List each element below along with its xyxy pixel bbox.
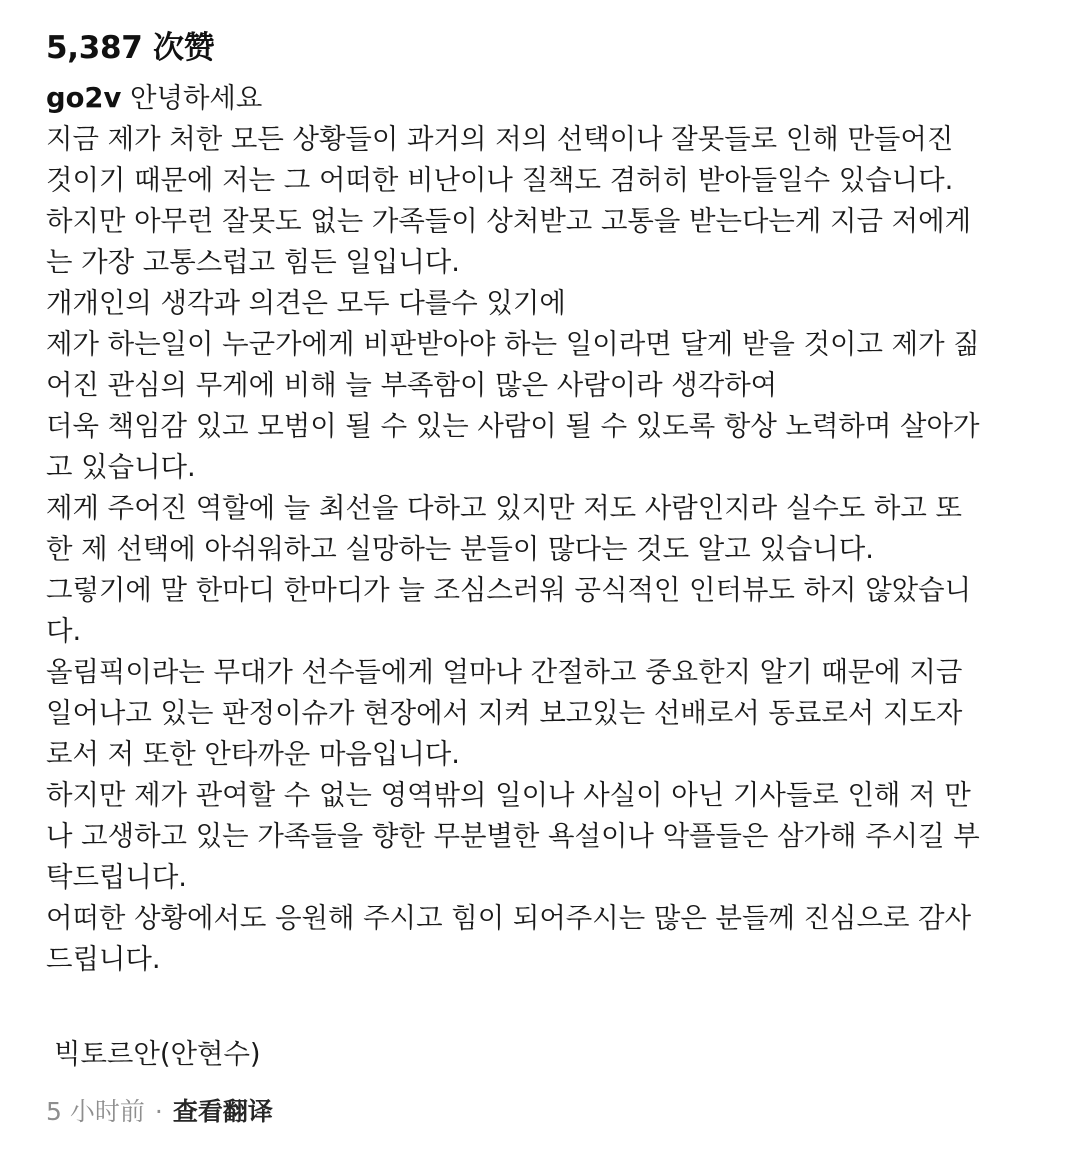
caption-line: 더욱 책임감 있고 모범이 될 수 있는 사람이 될 수 있도록 항상 노력하며 살아가	[46, 411, 980, 442]
caption-line: 하지만 아무런 잘못도 없는 가족들이 상처받고 고통을 받는다는게 지금 저에게	[46, 206, 972, 237]
caption-line: 다.	[46, 616, 82, 647]
caption-line: 나 고생하고 있는 가족들을 향한 무분별한 욕설이나 악플들은 삼가해 주시길 부	[46, 821, 980, 852]
post-meta	[46, 1092, 273, 1132]
caption-line: 제가 하는일이 누군가에게 비판받아야 하는 일이라면 달게 받을 것이고 제가 짊	[46, 329, 980, 360]
meta-separator: ·	[154, 1097, 163, 1126]
post-timestamp: 5 小时前	[46, 1097, 145, 1126]
caption-first-line	[46, 78, 1046, 119]
caption-line: 는 가장 고통스럽고 힘든 일입니다.	[46, 247, 460, 278]
caption-line: 지금 제가 처한 모든 상황들이 과거의 저의 선택이나 잘못들로 인해 만들어진	[46, 124, 954, 155]
caption-line: 고 있습니다.	[46, 452, 196, 483]
caption-line: 드립니다.	[46, 944, 161, 975]
username-link[interactable]: go2v	[46, 83, 122, 114]
caption-line: 로서 저 또한 안타까운 마음입니다.	[46, 739, 460, 770]
caption-text	[46, 78, 1046, 980]
caption-line: 어떠한 상황에서도 응원해 주시고 힘이 되어주시는 많은 분들께 진심으로 감사	[46, 903, 972, 934]
caption-line: 어진 관심의 무게에 비해 늘 부족함이 많은 사람이라 생각하여	[46, 370, 778, 401]
see-translation-button[interactable]: 查看翻译	[172, 1097, 273, 1126]
caption-line: 것이기 때문에 저는 그 어떠한 비난이나 질책도 겸허히 받아들일수 있습니다.	[46, 165, 954, 196]
caption-line: 일어나고 있는 판정이슈가 현장에서 지켜 보고있는 선배로서 동료로서 지도자	[46, 698, 963, 729]
caption-line: 탁드립니다.	[46, 862, 188, 893]
caption-greeting: 안녕하세요	[121, 83, 263, 114]
caption-line: 그렇기에 말 한마디 한마디가 늘 조심스러워 공식적인 인터뷰도 하지 않았습니	[46, 575, 972, 606]
caption-line: 제게 주어진 역할에 늘 최선을 다하고 있지만 저도 사람인지라 실수도 하고 또	[46, 493, 963, 524]
likes-count[interactable]: 5,387 次赞	[46, 30, 215, 66]
caption-line: 올림픽이라는 무대가 선수들에게 얼마나 간절하고 중요한지 알기 때문에 지금	[46, 657, 963, 688]
caption-signature: 빅토르안(안현수)	[54, 1039, 261, 1070]
caption-line: 개개인의 생각과 의견은 모두 다를수 있기에	[46, 288, 566, 319]
caption-line: 하지만 제가 관여할 수 없는 영역밖의 일이나 사실이 아닌 기사들로 인해 저 만	[46, 780, 971, 811]
caption-line: 한 제 선택에 아쉬워하고 실망하는 분들이 많다는 것도 알고 있습니다.	[46, 534, 874, 565]
